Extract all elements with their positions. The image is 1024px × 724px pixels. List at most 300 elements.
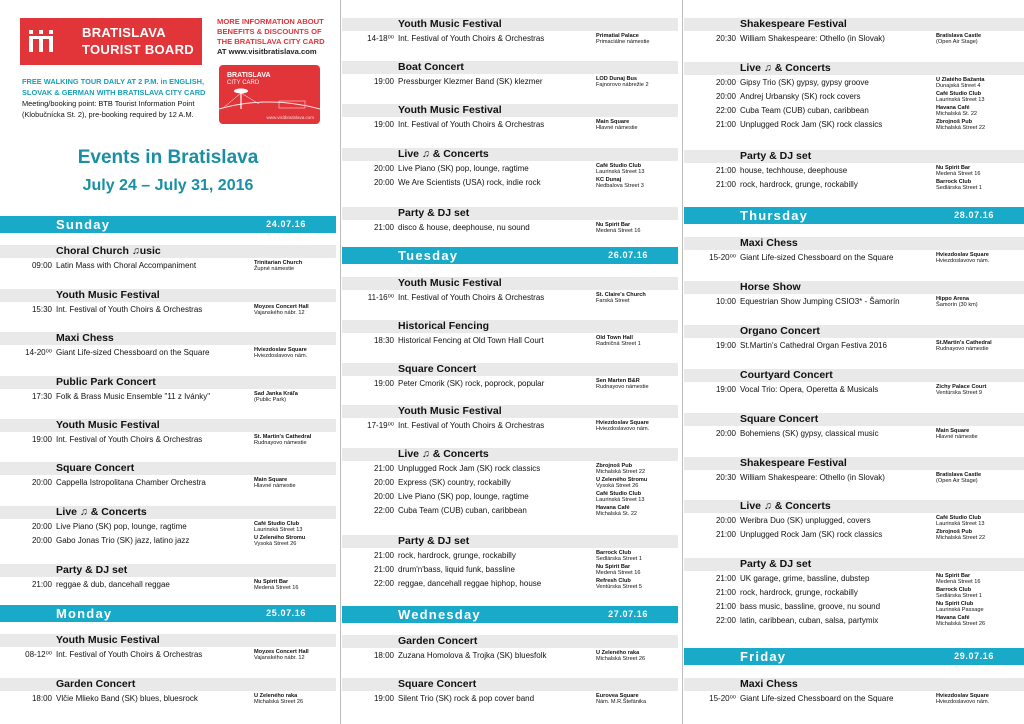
more-info-text — [217, 17, 336, 57]
event-description: Int. Festival of Youth Choirs & Orchestras — [398, 34, 545, 43]
event-time: 19:00 — [373, 120, 394, 129]
event-time: 20:30 — [715, 473, 736, 482]
section-title: Party & DJ set — [684, 150, 1024, 163]
venue-address: Michalská Street 22 — [936, 125, 986, 131]
event-section — [0, 634, 336, 661]
section-title: Horse Show — [684, 281, 1024, 294]
event-row[interactable] — [684, 177, 1024, 191]
event-section — [342, 61, 678, 88]
event-section — [342, 448, 678, 517]
event-description: Equestrian Show Jumping CSIO3* - Šamorín — [740, 297, 900, 306]
venue-address: Hlavné námestie — [936, 434, 978, 440]
venue-address: Michalská Street 26 — [936, 621, 986, 627]
venue-name: Main Square — [596, 119, 630, 125]
venue-name: Zbrojnoš Pub — [936, 529, 973, 535]
event-time: 19:00 — [31, 435, 52, 444]
event-description: Express (SK) country, rockabilly — [398, 478, 511, 487]
event-row[interactable] — [684, 163, 1024, 177]
venue-address: (Public Park) — [254, 397, 287, 403]
event-venue — [936, 91, 985, 103]
event-venue — [936, 587, 982, 599]
event-section — [684, 457, 1024, 484]
day-date: 28.07.16 — [954, 210, 994, 220]
castle-logo-icon — [28, 28, 54, 54]
venue-name: Nu Spirit Club — [936, 601, 974, 607]
venue-address: Šamorín (30 km) — [936, 302, 978, 308]
event-venue — [596, 177, 644, 189]
event-venue — [596, 119, 638, 131]
event-time: 20:00 — [715, 78, 736, 87]
venue-name: Trinitarian Church — [254, 260, 303, 266]
event-time: 22:00 — [715, 106, 736, 115]
event-time: 21:00 — [373, 565, 394, 574]
event-venue — [596, 335, 641, 347]
event-description: Int. Festival of Youth Choirs & Orchestras — [398, 421, 545, 430]
event-row[interactable] — [342, 161, 678, 175]
event-venue — [596, 693, 646, 705]
event-description: Live Piano (SK) pop, lounge, ragtime — [398, 164, 529, 173]
venue-address: Sedlárska Street 1 — [936, 185, 983, 191]
event-time: 14-20⁰⁰ — [25, 348, 52, 357]
event-row[interactable] — [0, 647, 336, 661]
event-row[interactable] — [342, 117, 678, 131]
venue-address: Medená Street 16 — [936, 171, 981, 177]
event-venue — [254, 347, 307, 359]
venue-address: Hviezdoslavovo nám. — [596, 426, 650, 432]
event-description: rock, hardrock, grunge, rockabilly — [740, 588, 858, 597]
event-row[interactable] — [342, 31, 678, 45]
event-time: 21:00 — [715, 120, 736, 129]
section-title: Garden Concert — [0, 678, 336, 691]
event-venue — [596, 222, 640, 234]
venue-name: Barrock Club — [936, 587, 972, 593]
card-title: BRATISLAVA — [227, 72, 271, 79]
event-time: 20:00 — [373, 178, 394, 187]
event-row[interactable] — [342, 418, 678, 432]
event-row[interactable] — [342, 503, 678, 517]
venue-name: U Zeleného Stromu — [254, 535, 306, 541]
venue-name: Main Square — [936, 428, 970, 434]
event-row[interactable] — [0, 258, 336, 272]
event-row[interactable] — [684, 585, 1024, 599]
day-header-wednesday — [342, 606, 678, 623]
event-time: 17:30 — [31, 392, 52, 401]
section-title: Youth Music Festival — [342, 405, 678, 418]
day-date: 24.07.16 — [266, 219, 306, 229]
event-section — [342, 277, 678, 304]
event-row[interactable] — [342, 475, 678, 489]
event-venue — [936, 384, 986, 396]
venue-address: Laurinská Street 13 — [254, 527, 303, 533]
event-description: Int. Festival of Youth Choirs & Orchestras — [56, 305, 203, 314]
event-row[interactable] — [684, 613, 1024, 627]
venue-address: Hviezdoslavovo nám. — [936, 699, 990, 705]
venue-address: Medená Street 16 — [254, 585, 299, 591]
event-row[interactable] — [342, 648, 678, 662]
venue-address: Fajnorovo nábrežie 2 — [596, 82, 649, 88]
venue-address: (Open Air Stage) — [936, 39, 978, 45]
event-time: 21:00 — [715, 530, 736, 539]
event-description: Peter Cmorik (SK) rock, poprock, popular — [398, 379, 545, 388]
event-venue — [596, 163, 645, 175]
venue-address: Hlavné námestie — [596, 125, 638, 131]
venue-name: Zbrojnoš Pub — [936, 119, 973, 125]
column-1 — [0, 0, 336, 724]
city-card-image — [219, 65, 320, 124]
event-section — [342, 18, 678, 45]
event-venue — [936, 428, 978, 440]
section-title: Square Concert — [684, 413, 1024, 426]
venue-address: Rudnayovo námestie — [936, 346, 989, 352]
day-date: 26.07.16 — [608, 250, 648, 260]
event-venue — [254, 434, 311, 446]
venue-address: Laurinská Street 13 — [596, 497, 645, 503]
venue-name: St.Martin's Cathedral — [936, 340, 992, 346]
event-description: Zuzana Homolova & Trojka (SK) bluesfolk — [398, 651, 547, 660]
section-title: Live ♫ & Concerts — [342, 448, 678, 461]
venue-address: Hlavné námestie — [254, 483, 296, 489]
event-section — [684, 500, 1024, 541]
event-row[interactable] — [0, 533, 336, 547]
venue-name: KC Dunaj — [596, 177, 622, 183]
event-row[interactable] — [342, 489, 678, 503]
venue-name: Hviezdoslav Square — [936, 693, 989, 699]
venue-address: Vysoká Street 26 — [254, 541, 297, 547]
venue-name: Primatial Palace — [596, 33, 639, 39]
event-description: St.Martin's Cathedral Organ Festiva 2016 — [740, 341, 887, 350]
page-subtitle: July 24 – July 31, 2016 — [82, 177, 254, 194]
venue-address: Michalská Street 26 — [254, 699, 304, 705]
event-venue — [254, 521, 303, 533]
event-venue — [254, 304, 309, 316]
event-row[interactable] — [684, 527, 1024, 541]
venue-name: St. Claire's Church — [596, 292, 646, 298]
event-row[interactable] — [342, 74, 678, 88]
event-description: Unplugged Rock Jam (SK) rock classics — [398, 464, 541, 473]
event-row[interactable] — [342, 290, 678, 304]
event-time: 15-20⁰⁰ — [709, 694, 736, 703]
venue-name: Nu Spirit Bar — [936, 165, 971, 171]
event-description: house, techhouse, deephouse — [740, 166, 848, 175]
event-row[interactable] — [0, 519, 336, 533]
event-description: reggae, dancehall reggae hiphop, house — [398, 579, 542, 588]
event-row[interactable] — [684, 89, 1024, 103]
event-venue — [596, 550, 642, 562]
event-row[interactable] — [0, 577, 336, 591]
venue-address: Michalská Street 22 — [596, 469, 646, 475]
venue-address: (Open Air Stage) — [936, 478, 978, 484]
event-description: Unplugged Rock Jam (SK) rock classics — [740, 530, 883, 539]
venue-address: Michalská St. 22 — [936, 111, 978, 117]
day-date: 25.07.16 — [266, 608, 306, 618]
event-description: Historical Fencing at Old Town Hall Court — [398, 336, 544, 345]
venue-address: Laurinská Street 13 — [596, 169, 645, 175]
event-description: Andrej Urbansky (SK) rock covers — [740, 92, 861, 101]
event-venue — [936, 119, 985, 131]
column-3 — [684, 0, 1024, 724]
event-section — [684, 281, 1024, 308]
venue-address: Laurinská Street 13 — [936, 521, 985, 527]
venue-address: Rudnayovo námestie — [254, 440, 307, 446]
event-section — [684, 678, 1024, 705]
event-venue — [254, 477, 296, 489]
venue-name: Eurovea Square — [596, 693, 639, 699]
venue-address: Dunajská Street 4 — [936, 83, 981, 89]
event-description: Latin Mass with Choral Accompaniment — [56, 261, 197, 270]
event-venue — [596, 33, 649, 45]
event-venue — [254, 260, 302, 272]
venue-name: Barrock Club — [936, 179, 972, 185]
event-description: Cuba Team (CUB) cuban, caribbean — [740, 106, 869, 115]
event-section — [0, 289, 336, 316]
section-title: Choral Church ♫usic — [0, 245, 336, 258]
event-description: Cuba Team (CUB) cuban, caribbean — [398, 506, 527, 515]
event-section — [342, 535, 678, 590]
event-venue — [936, 33, 981, 45]
event-section — [342, 363, 678, 390]
venue-name: LOD Dunaj Bus — [596, 76, 638, 82]
event-time: 20:00 — [31, 522, 52, 531]
venue-name: Nu Spirit Bar — [596, 564, 631, 570]
event-row[interactable] — [684, 294, 1024, 308]
event-venue — [596, 420, 649, 432]
event-time: 19:00 — [715, 385, 736, 394]
event-description: Cappella Istropolitana Chamber Orchestra — [56, 478, 206, 487]
venue-address: Hviezdoslavovo nám. — [936, 258, 990, 264]
logo-text-line2: TOURIST BOARD — [82, 42, 194, 57]
venue-address: Vajanského nábr. 12 — [254, 655, 305, 661]
event-venue — [596, 491, 645, 503]
venue-name: Hviezdoslav Square — [936, 252, 989, 258]
event-time: 21:00 — [715, 574, 736, 583]
event-time: 20:00 — [373, 164, 394, 173]
event-section — [684, 325, 1024, 352]
event-time: 10:00 — [715, 297, 736, 306]
venue-name: Old Town Hall — [596, 335, 633, 341]
event-time: 20:00 — [31, 478, 52, 487]
event-venue — [596, 76, 649, 88]
day-name: Thursday — [740, 208, 809, 223]
section-title: Public Park Concert — [0, 376, 336, 389]
venue-address: Rudnayovo námestie — [596, 384, 649, 390]
event-section — [0, 245, 336, 272]
event-row[interactable] — [684, 103, 1024, 117]
event-row[interactable] — [684, 250, 1024, 264]
column-divider — [682, 0, 683, 724]
venue-name: Hviezdoslav Square — [596, 420, 649, 426]
event-row[interactable] — [0, 345, 336, 359]
event-venue — [596, 650, 645, 662]
event-time: 17-19⁰⁰ — [367, 421, 394, 430]
event-row[interactable] — [684, 513, 1024, 527]
event-section — [342, 148, 678, 189]
event-row[interactable] — [684, 470, 1024, 484]
event-row[interactable] — [684, 31, 1024, 45]
event-time: 20:00 — [715, 516, 736, 525]
event-time: 14-18⁰⁰ — [367, 34, 394, 43]
event-row[interactable] — [684, 382, 1024, 396]
more-info-line: BENEFITS & DISCOUNTS OF — [217, 27, 322, 36]
event-row[interactable] — [342, 548, 678, 562]
event-row[interactable] — [0, 432, 336, 446]
event-row[interactable] — [0, 691, 336, 705]
meeting-point-line: (Klobučnícka St. 2), pre-booking required by 12 A.M. — [22, 110, 194, 119]
event-row[interactable] — [342, 333, 678, 347]
event-description: UK garage, grime, bassline, dubstep — [740, 574, 870, 583]
bridge-skyline-icon — [219, 87, 320, 117]
event-time: 21:00 — [715, 166, 736, 175]
event-venue — [936, 179, 982, 191]
event-row[interactable] — [342, 461, 678, 475]
venue-name: U Zlatého Bažanta — [936, 77, 985, 83]
venue-name: Havana Café — [936, 105, 970, 111]
more-info-line: MORE INFORMATION ABOUT — [217, 17, 324, 26]
event-description: We Are Scientists (USA) rock, indie rock — [398, 178, 541, 187]
event-time: 21:00 — [715, 602, 736, 611]
event-row[interactable] — [684, 599, 1024, 613]
event-section — [684, 369, 1024, 396]
section-title: Shakespeare Festival — [684, 457, 1024, 470]
event-venue — [254, 535, 305, 547]
event-time: 15:30 — [31, 305, 52, 314]
event-description: Int. Festival of Youth Choirs & Orchestras — [56, 650, 203, 659]
venue-name: Main Square — [254, 477, 288, 483]
event-venue — [936, 77, 985, 89]
free-walking-tour-info — [22, 76, 222, 120]
event-description: rock, hardrock, grunge, rockabilly — [398, 551, 516, 560]
section-title: Live ♫ & Concerts — [684, 62, 1024, 75]
section-title: Youth Music Festival — [0, 419, 336, 432]
section-title: Youth Music Festival — [0, 289, 336, 302]
event-time: 22:00 — [373, 579, 394, 588]
section-title: Live ♫ & Concerts — [684, 500, 1024, 513]
section-title: Party & DJ set — [684, 558, 1024, 571]
tourist-board-logo[interactable] — [20, 18, 202, 65]
section-title: Party & DJ set — [342, 207, 678, 220]
venue-name: Sad Janka Kráľa — [254, 391, 298, 397]
event-description: Live Piano (SK) pop, lounge, ragtime — [398, 492, 529, 501]
event-description: Weribra Duo (SK) unplugged, covers — [740, 516, 871, 525]
event-time: 21:00 — [31, 580, 52, 589]
event-time: 21:00 — [715, 180, 736, 189]
event-description: drum'n'bass, liquid funk, bassline — [398, 565, 515, 574]
event-section — [684, 62, 1024, 131]
section-title: Party & DJ set — [342, 535, 678, 548]
event-description: Vlčie Mlieko Band (SK) blues, bluesrock — [56, 694, 198, 703]
event-venue — [596, 477, 647, 489]
event-description: Vocal Trio: Opera, Operetta & Musicals — [740, 385, 879, 394]
event-time: 18:30 — [373, 336, 394, 345]
section-title: Maxi Chess — [684, 678, 1024, 691]
event-venue — [596, 564, 640, 576]
event-row[interactable] — [0, 389, 336, 403]
event-venue — [254, 391, 298, 403]
venue-name: Havana Café — [596, 505, 630, 511]
event-row[interactable] — [684, 75, 1024, 89]
event-row[interactable] — [342, 576, 678, 590]
venue-address: Vysoká Street 26 — [596, 483, 639, 489]
event-venue — [936, 472, 981, 484]
event-description: Live Piano (SK) pop, lounge, ragtime — [56, 522, 187, 531]
event-description: Int. Festival of Youth Choirs & Orchestras — [56, 435, 203, 444]
venue-address: Michalská St. 22 — [596, 511, 638, 517]
section-title: Square Concert — [342, 678, 678, 691]
logo-text-line1: BRATISLAVA — [82, 25, 166, 40]
event-row[interactable] — [684, 426, 1024, 440]
event-description: rock, hardrock, grunge, rockabilly — [740, 180, 858, 189]
event-description: Gabo Jonas Trio (SK) jazz, latino jazz — [56, 536, 190, 545]
event-row[interactable] — [342, 562, 678, 576]
event-venue — [936, 693, 989, 705]
event-row[interactable] — [684, 691, 1024, 705]
event-time: 20:00 — [373, 478, 394, 487]
section-title: Garden Concert — [342, 635, 678, 648]
event-section — [0, 376, 336, 403]
event-time: 11-16⁰⁰ — [367, 293, 394, 302]
venue-address: Sedlárska Street 1 — [596, 556, 643, 562]
section-title: Boat Concert — [342, 61, 678, 74]
meeting-point-line: Meeting/booking point: BTB Tourist Information Point — [22, 99, 195, 108]
venue-name: Café Studio Club — [596, 163, 642, 169]
event-row[interactable] — [342, 220, 678, 234]
event-row[interactable] — [684, 338, 1024, 352]
venue-name: Hviezdoslav Square — [254, 347, 307, 353]
event-row[interactable] — [684, 117, 1024, 131]
event-time: 20:00 — [715, 429, 736, 438]
venue-name: Zichy Palace Court — [936, 384, 987, 390]
section-title: Youth Music Festival — [342, 277, 678, 290]
section-title: Maxi Chess — [684, 237, 1024, 250]
event-row[interactable] — [342, 175, 678, 189]
event-venue — [936, 615, 985, 627]
venue-address: Medená Street 16 — [596, 570, 641, 576]
venue-address: Radničná Street 1 — [596, 341, 641, 347]
event-time: 22:00 — [715, 616, 736, 625]
section-title: Shakespeare Festival — [684, 18, 1024, 31]
website-link[interactable]: AT www.visitbratislava.com — [217, 47, 317, 56]
event-row[interactable] — [0, 302, 336, 316]
day-name: Friday — [740, 649, 787, 664]
event-row[interactable] — [0, 475, 336, 489]
venue-address: Michalská Street 26 — [596, 656, 646, 662]
event-venue — [936, 105, 977, 117]
event-row[interactable] — [342, 376, 678, 390]
event-venue — [254, 649, 309, 661]
event-description: Silent Trio (SK) rock & pop cover band — [398, 694, 535, 703]
venue-address: Medená Street 16 — [596, 228, 641, 234]
event-description: disco & house, deephouse, nu sound — [398, 223, 530, 232]
event-description: Gipsy Trio (SK) gypsy, gypsy groove — [740, 78, 869, 87]
event-description: Unplugged Rock Jam (SK) rock classics — [740, 120, 883, 129]
event-description: latin, caribbean, cuban, salsa, partymix — [740, 616, 879, 625]
venue-name: U Zeleného Stromu — [596, 477, 648, 483]
venue-name: Café Studio Club — [254, 521, 300, 527]
event-section — [684, 150, 1024, 191]
venue-name: Bratislava Castle — [936, 33, 982, 39]
event-time: 09:00 — [31, 261, 52, 270]
section-title: Live ♫ & Concerts — [342, 148, 678, 161]
event-row[interactable] — [684, 571, 1024, 585]
event-description: Giant Life-sized Chessboard on the Square — [56, 348, 210, 357]
event-section — [342, 635, 678, 662]
section-title: Youth Music Festival — [342, 18, 678, 31]
event-row[interactable] — [342, 691, 678, 705]
section-title: Youth Music Festival — [342, 104, 678, 117]
event-venue — [596, 378, 649, 390]
event-time: 19:00 — [373, 694, 394, 703]
more-info-line: THE BRATISLAVA CITY CARD — [217, 37, 325, 46]
venue-address: Župné námestie — [254, 266, 295, 272]
